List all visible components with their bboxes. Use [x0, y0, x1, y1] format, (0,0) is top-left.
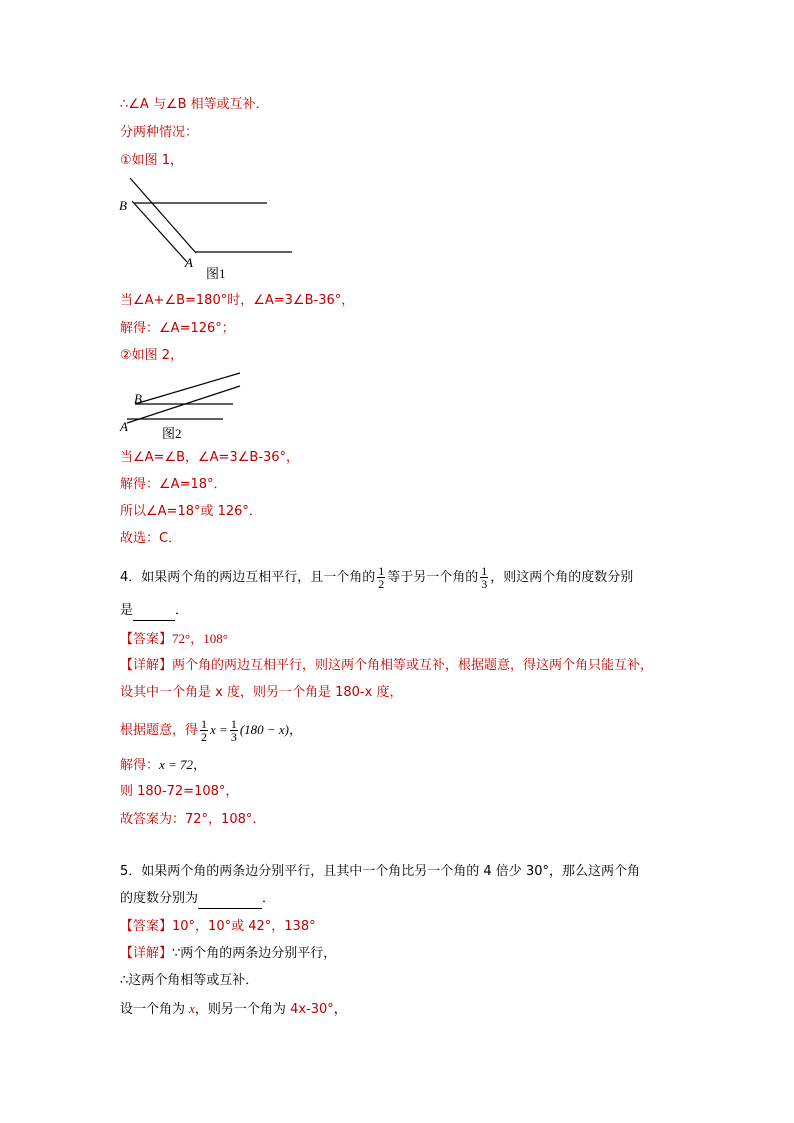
- frac-num: 1: [378, 564, 385, 578]
- answer-tag: 【答案】: [120, 919, 173, 934]
- answer-tag: 【答案】: [120, 632, 173, 647]
- cases-text: 分两种情况：: [120, 125, 199, 140]
- eq-mid: x =: [210, 722, 228, 737]
- frac-den: 2: [201, 730, 208, 744]
- q4-detail-line: [120, 783, 238, 801]
- q5-answer-line: [120, 918, 316, 936]
- answer-blank: [198, 890, 262, 909]
- figure-2: [115, 368, 255, 443]
- fig1-label-a: A: [185, 255, 193, 270]
- q5-detail-3a: 设一个角为: [120, 1002, 190, 1017]
- q4-detail-6a: 故答案为：: [120, 812, 186, 827]
- q4-detail-4a: 解得：: [120, 758, 160, 773]
- question-4-stem-cont: [120, 602, 188, 621]
- q5-detail-1: ∵两个角的两条边分别平行，: [172, 946, 337, 961]
- q4-detail-3a: 根据题意，得: [120, 723, 199, 738]
- q5-answer: 10°，10°或 42°，138°: [172, 919, 316, 934]
- q4-answer-line: [120, 630, 228, 649]
- case2-result: ∠A=18°．: [159, 477, 227, 492]
- detail-tag: 【详解】: [120, 946, 173, 961]
- q4-detail-line: [120, 657, 653, 675]
- answer-blank: [133, 602, 175, 621]
- case1-result: ∠A=126°；: [159, 321, 235, 336]
- frac-num: 1: [230, 717, 237, 731]
- frac-den: 3: [481, 577, 488, 591]
- fig2-label-b: B: [134, 391, 142, 406]
- q5-text-b: 的度数分别为: [120, 891, 199, 906]
- question-5-stem-cont: [120, 890, 275, 909]
- q5-detail-3c: ，则另一个角为: [194, 1002, 291, 1017]
- q5-detail-line: [120, 972, 258, 990]
- case2-condition: 当∠A=∠B，∠A=3∠B-36°，: [120, 450, 300, 465]
- q4-detail-2c: 度，则另一个角是: [222, 685, 336, 700]
- q5-detail-line: [120, 1000, 347, 1019]
- q4-detail-6b: 72°，108°.: [185, 812, 257, 827]
- case1-text: ①如图 1，: [120, 153, 184, 168]
- q4-equation-line: [120, 718, 302, 743]
- text-line: [120, 503, 262, 521]
- combined-result: 所以∠A=18°或 126°．: [120, 504, 262, 519]
- text-line: [120, 530, 181, 548]
- case1-condition: 当∠A+∠B=180°时，∠A=3∠B-36°，: [120, 293, 355, 308]
- text-line: [120, 124, 198, 142]
- text-line: [120, 476, 227, 494]
- eq-end: (180 − x): [239, 722, 290, 737]
- eq-fraction-third: [230, 718, 238, 743]
- fig1-transversal-1: [130, 178, 196, 253]
- q5-detail-3e: ，: [333, 1002, 347, 1017]
- q4-detail-5b: 180-72=108°，: [137, 784, 239, 799]
- solve-label: 解得：: [120, 477, 160, 492]
- fig2-ray-upper: [135, 373, 240, 404]
- q5-detail-3d: 4x-30°: [290, 1002, 334, 1017]
- q5-text-c: ．: [262, 891, 276, 906]
- q4-detail-line: [120, 811, 257, 829]
- q4-detail-2e: 度，: [372, 685, 403, 700]
- q4-text-a: 4．如果两个角的两边互相平行，且一个角的: [120, 570, 376, 585]
- text-line: [120, 96, 269, 114]
- choice-label: 故选：: [120, 531, 160, 546]
- figure-1: [110, 176, 310, 286]
- q5-text-a: 5．如果两个角的两条边分别平行，且其中一个角比另一个角的 4 倍少 30°，那么这两个角: [120, 864, 640, 879]
- text-line: [120, 347, 183, 365]
- detail-tag: 【详解】: [120, 658, 173, 673]
- q4-detail-3b: ，: [289, 723, 303, 738]
- q4-answer: 72°，108°: [172, 631, 228, 646]
- q4-detail-2b: x: [215, 685, 223, 700]
- text-line: [120, 449, 299, 467]
- q4-detail-2a: 设其中一个角是: [120, 685, 216, 700]
- fig1-caption: 图1: [206, 266, 226, 281]
- q4-detail-line: [120, 684, 402, 702]
- q4-text-d: 是: [120, 603, 134, 618]
- q4-text-b: 等于另一个角的: [387, 570, 479, 585]
- q4-detail-line: [120, 756, 206, 775]
- text-line: [120, 292, 354, 310]
- fig2-label-a: A: [120, 419, 128, 434]
- q5-detail-2: ∴这两个角相等或互补．: [120, 973, 259, 988]
- fig1-transversal-2: [132, 201, 187, 262]
- q4-fraction-third: [480, 565, 488, 590]
- q4-text-e: ．: [175, 603, 189, 618]
- q4-fraction-half: [377, 565, 385, 590]
- frac-num: 1: [481, 564, 488, 578]
- q4-detail-4b: x = 72: [159, 757, 194, 772]
- conclusion-text: ∴∠A 与∠B 相等或互补．: [120, 97, 269, 112]
- fig1-label-b: B: [119, 198, 127, 213]
- frac-den: 3: [230, 730, 237, 744]
- eq-fraction-half: [200, 718, 208, 743]
- q5-detail-3b: x: [189, 1001, 195, 1016]
- q4-detail-2d: 180-x: [335, 685, 373, 700]
- text-line: [120, 152, 183, 170]
- choice-value: C．: [159, 531, 182, 546]
- frac-den: 2: [378, 577, 385, 591]
- question-5-stem: [120, 863, 640, 881]
- case2-text: ②如图 2，: [120, 348, 184, 363]
- q4-detail-5a: 则: [120, 784, 138, 799]
- q5-detail-line: [120, 945, 336, 963]
- fig2-caption: 图2: [162, 426, 182, 441]
- solve-label: 解得：: [120, 321, 160, 336]
- q4-detail-4c: ，: [193, 758, 207, 773]
- frac-num: 1: [201, 717, 208, 731]
- question-4-stem: [120, 565, 633, 590]
- q4-text-c: ，则这两个角的度数分别: [490, 570, 634, 585]
- q4-detail-1: 两个角的两边互相平行，则这两个角相等或互补，根据题意，得这两个角只能互补，: [172, 658, 654, 673]
- text-line: [120, 320, 235, 338]
